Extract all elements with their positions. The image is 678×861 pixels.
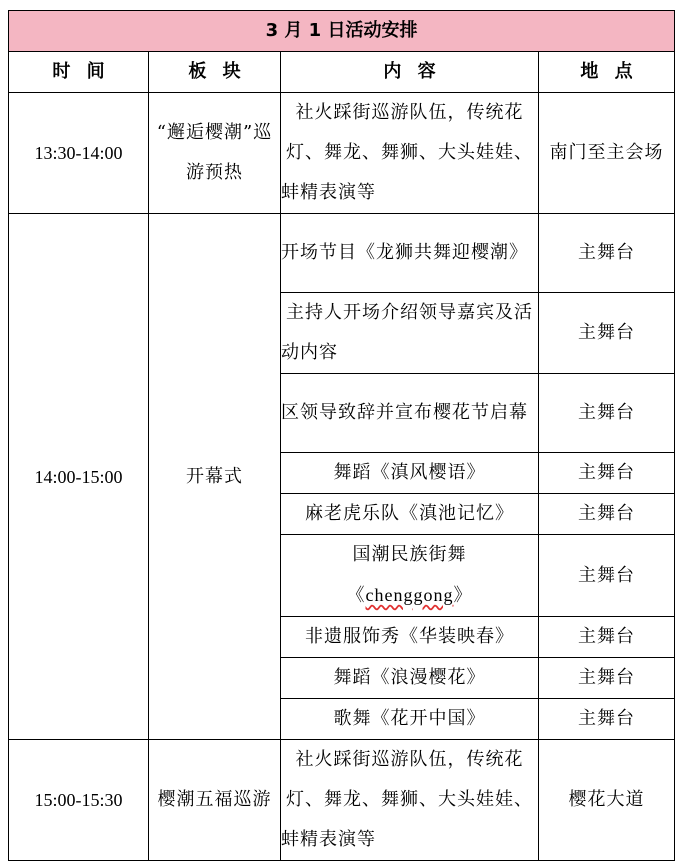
- content-cell: 歌舞《花开中国》: [281, 699, 539, 740]
- place-cell: 主舞台: [539, 214, 675, 293]
- place-cell: 主舞台: [539, 494, 675, 535]
- header-place: 地点: [539, 52, 675, 93]
- time-cell: 14:00-15:00: [9, 214, 149, 740]
- content-cell: 非遗服饰秀《华装映春》: [281, 617, 539, 658]
- content-cell: [281, 535, 539, 617]
- header-time: 时间: [9, 52, 149, 93]
- block-cell: 开幕式: [149, 214, 281, 740]
- header-content: 内容: [281, 52, 539, 93]
- place-cell: 主舞台: [539, 535, 675, 617]
- content-cell: 社火踩街巡游队伍，传统花灯、舞龙、舞狮、大头娃娃、蚌精表演等: [281, 740, 539, 861]
- content-line: 《chenggong》: [346, 585, 473, 606]
- content-cell: 主持人开场介绍领导嘉宾及活动内容: [281, 293, 539, 374]
- content-line: 国潮民族街舞: [352, 544, 467, 565]
- place-cell: 南门至主会场: [539, 93, 675, 214]
- place-cell: 主舞台: [539, 374, 675, 453]
- content-cell: 舞蹈《滇风樱语》: [281, 453, 539, 494]
- place-cell: 主舞台: [539, 699, 675, 740]
- content-cell: 麻老虎乐队《滇池记忆》: [281, 494, 539, 535]
- place-cell: 主舞台: [539, 293, 675, 374]
- content-cell: 区领导致辞并宣布樱花节启幕: [281, 374, 539, 453]
- table-title: 3 月 1 日活动安排: [9, 11, 675, 52]
- place-cell: 樱花大道: [539, 740, 675, 861]
- header-block: 板块: [149, 52, 281, 93]
- block-cell: 樱潮五福巡游: [149, 740, 281, 861]
- content-cell: 开场节目《龙狮共舞迎樱潮》: [281, 214, 539, 293]
- place-cell: 主舞台: [539, 658, 675, 699]
- place-cell: 主舞台: [539, 453, 675, 494]
- time-cell: 13:30-14:00: [9, 93, 149, 214]
- spellcheck-word: chenggong: [365, 585, 454, 605]
- time-cell: 15:00-15:30: [9, 740, 149, 861]
- content-cell: 社火踩街巡游队伍，传统花灯、舞龙、舞狮、大头娃娃、蚌精表演等: [281, 93, 539, 214]
- content-cell: 舞蹈《浪漫樱花》: [281, 658, 539, 699]
- schedule-table: [8, 10, 675, 861]
- block-cell: “邂逅樱潮”巡游预热: [149, 93, 281, 214]
- place-cell: 主舞台: [539, 617, 675, 658]
